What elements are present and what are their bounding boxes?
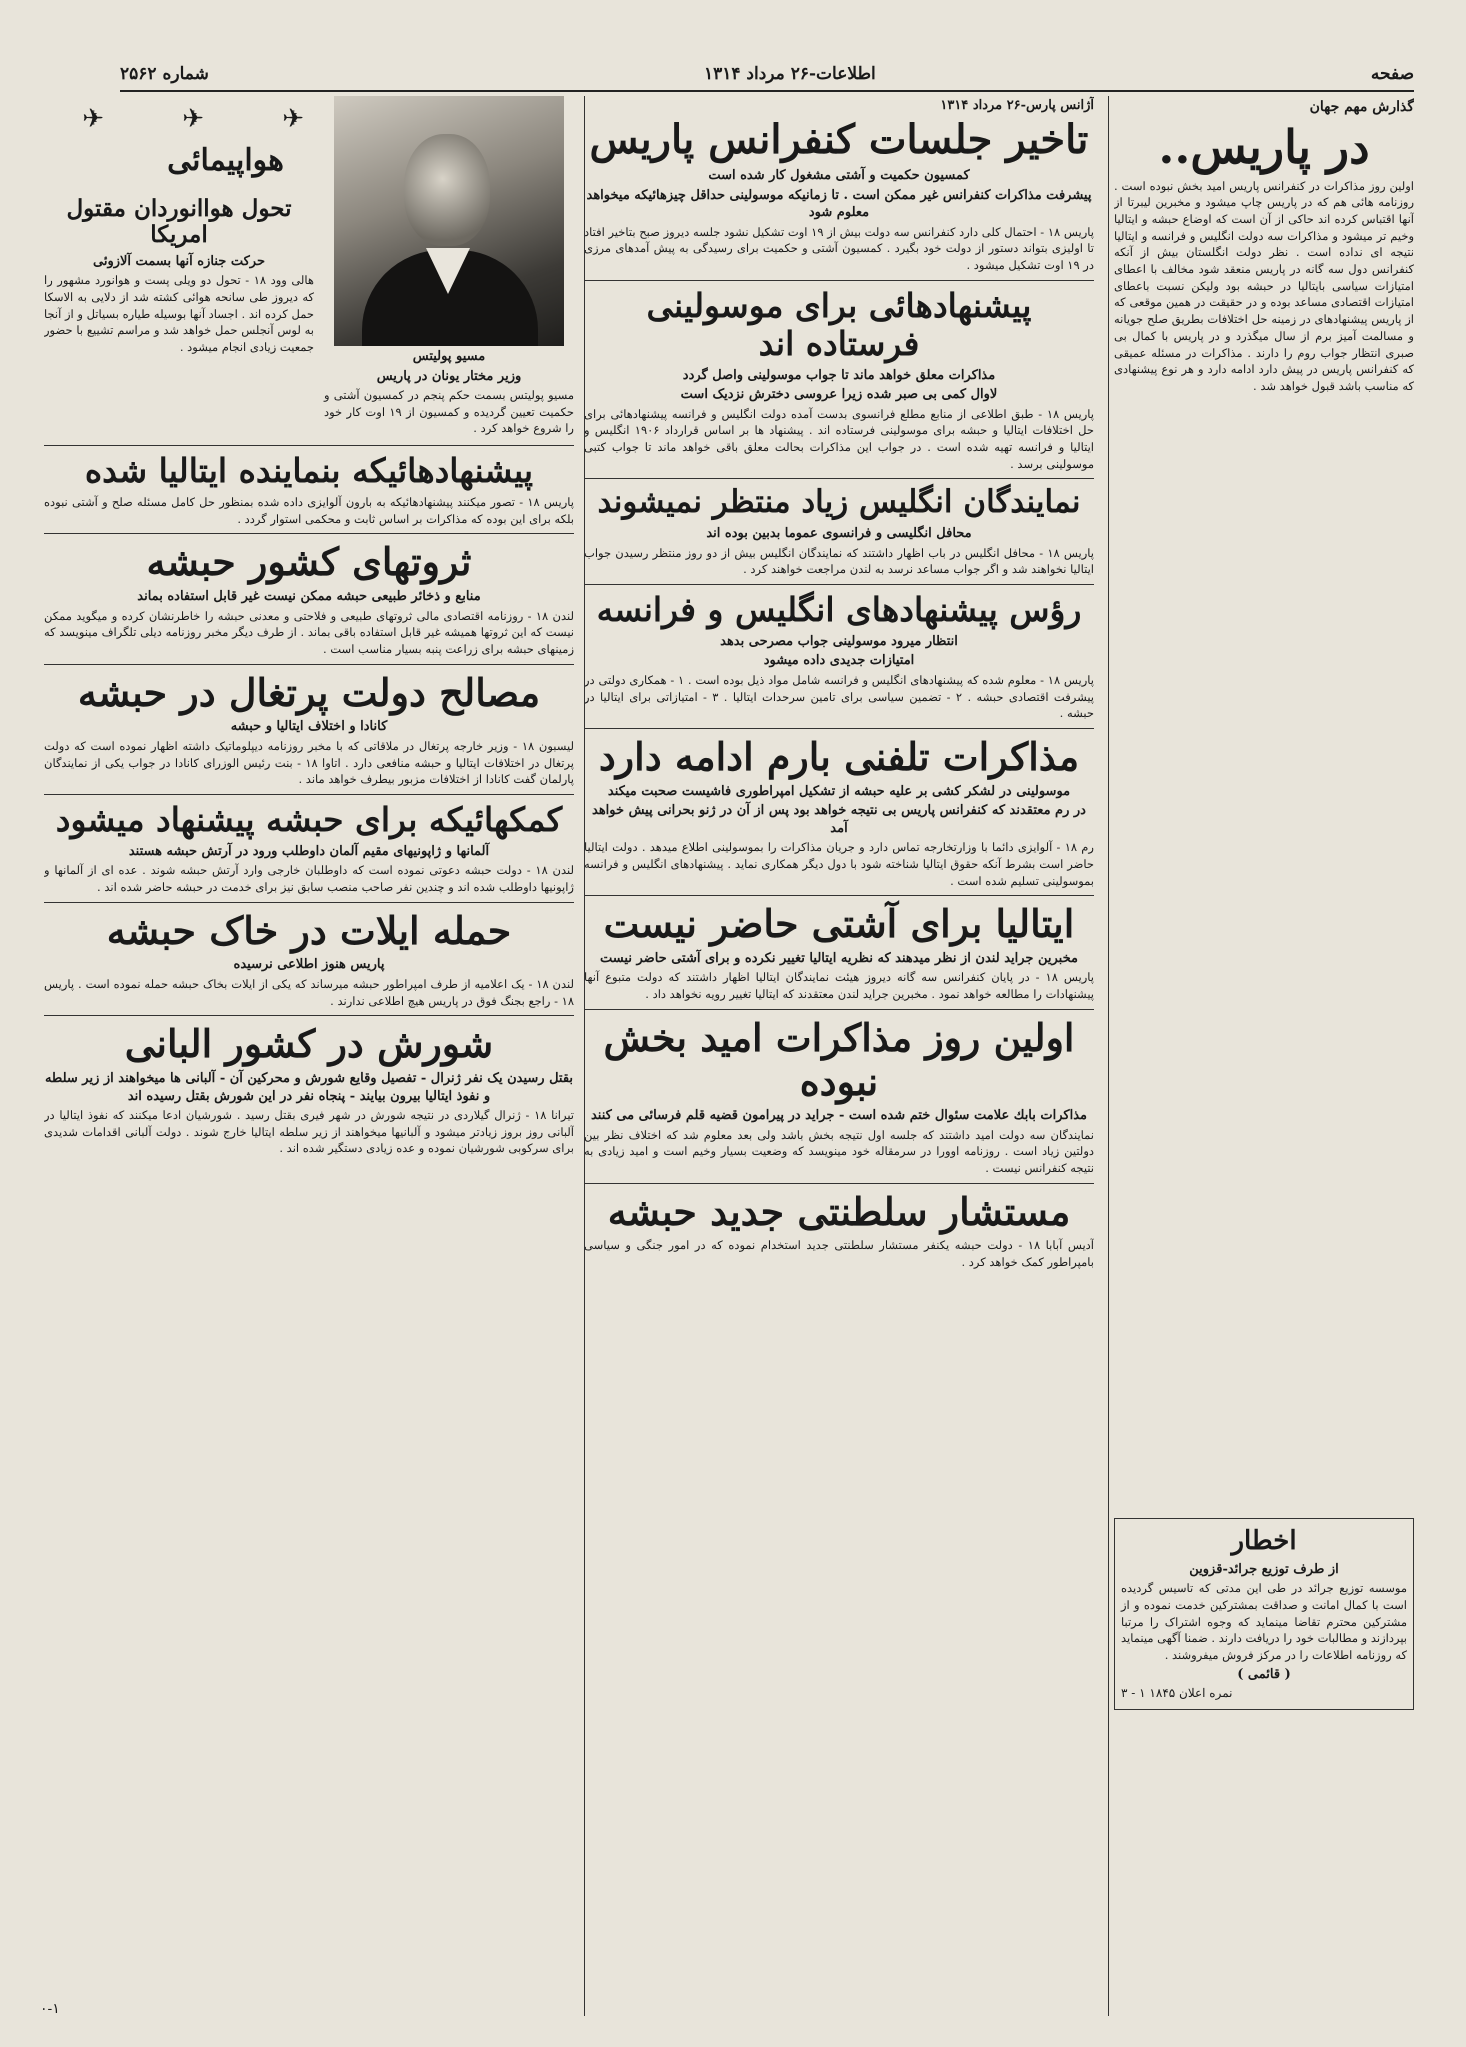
rule [584, 1183, 1094, 1184]
article-paris-text: اولین روز مذاکرات در کنفرانس پاریس امید بخش نبوده است . روزنامه هائی هم که در پاریس چاپ میشود و مخبرین لیبرتا از آنها اقتباس کرده اند حاکی از آن است که اوضاع حبشه و ایتالیا وخیم تر میشود و مذاکرات سه دولت انگلیس و فرانسه و ایتالیا نتیجه ای نداده است . نظر دولت انگلستان بیش از آنکه کنفرانس دول سه گانه در پاریس منعقد شود مخالف با اعطای امتیازات سیاسی بایتالیا در حبشه بود ولیکن نسبت باعطای امتیازات اقتصادی مساعد بوده و در حقیقت در همین موقعی که از پاریس پیشنهادهای در زمینه حل اختلافات بطریق صلح جویانه و مسالمت آمیز برم از سال میگذرد و در پاریس با کمال بی صبری انتظار جواب روم را دارند . مذاکرات در مسئله عمیقی که کنفرانس پاریس در پیش دارد ادامه دارد و هر نوع پیشنهادی که مناسب باشد قبول خواهد شد . [1114, 178, 1414, 393]
article-proposal-heads-text: پاریس ۱۸ - معلوم شده که پیشنهادهای انگلیس و فرانسه شامل مواد ذیل بوده است . ۱ - همکاری دولتی در پیشرفت اقتصادی حبشه . ۲ - تضمین سیاسی برای تامین سرحدات ایتالیا . ۳ - امتیازاتی برای ایتالیا در حبشه . [584, 672, 1094, 721]
rule [584, 478, 1094, 479]
rule [584, 280, 1094, 281]
headline-paris: در پاریس.. [1158, 119, 1370, 174]
headline-proposal-heads: رؤس پیشنهادهای انگلیس و فرانسه [596, 589, 1082, 629]
column-world-report [1114, 96, 1414, 2016]
page-label: صفحه [1370, 64, 1414, 84]
article-first-day-text: نمایندگان سه دولت امید داشتند که جلسه اول نتیجه بخش باشد ولی بعد معلوم شد که اختلاف نظر بین دولتین زیاد است . روزنامه اوورا در سرمقاله خود مینویسد که وضعیت بسیار وخیم است و امید زیادی به نتیجه کنفرانس نیست . [584, 1127, 1094, 1176]
headline-conference-delay: تاخیر جلسات کنفرانس پاریس [589, 116, 1089, 163]
article-aviators-text: هالی وود ۱۸ - تحول دو ویلی پست و هوانورد مشهور را که دیروز طی سانحه هوائی کشته شد از دلایی به الاسکا حمل کرده اند . اجساد آنها بوسیله طیاره بسیاتل و از آنجا به لوس آنجلس حمل خواهد شد و مراسم تشییع با حضور جمعیت زیادی انجام میشود . [44, 273, 314, 355]
rule [44, 533, 574, 534]
rule [44, 664, 574, 665]
aviation-block [44, 96, 314, 439]
headline-british-delegates: نمایندگان انگلیس زیاد منتظر نمیشوند [597, 484, 1081, 521]
rule [584, 1009, 1094, 1010]
portrait-caption-name: مسیو پولیتس [412, 349, 486, 364]
headline-albania-revolt: شورش در کشور البانی [124, 1021, 494, 1067]
rule [44, 902, 574, 903]
article-phone-talks-text: رم ۱۸ - آلوایزی دائما با وزارتخارجه تماس دارد و جریان مذاکرات را بموسولینی اطلاع میدهد . دولت ایتالیا حاضر است بشرط آنکه حقوق ایتالیا شناخته شود با دول دیگر همکاری نماید . پیشنهادهای انگلیس و فرانسه بموسولینی تسلیم شده است . [584, 840, 1094, 888]
subhead-volunteers: آلمانها و ژاپونیهای مقیم آلمان داوطلب ورود در آرتش حبشه هستند [128, 843, 490, 859]
portrait-caption-title: وزیر مختار یونان در پاریس [376, 368, 522, 384]
rule [44, 445, 574, 446]
headline-italy-not-ready: ایتالیا برای آشتی حاضر نیست [603, 901, 1075, 947]
column-divider [584, 96, 585, 2016]
article-tribal-text: لندن ۱۸ - یک اعلامیه از طرف امپراطور حبشه میرساند که یکی از ایلات بخاک حبشه حمله نموده است . پاریس ۱۸ - راجع بجنگ فوق در پاریس هیچ اطلاعی ندارند . [44, 976, 574, 1008]
subhead-commission: کمسیون حکمیت و آشتی مشغول کار شده است [708, 168, 970, 183]
column-paris-conference [584, 96, 1094, 2016]
article-advisor-text: آدیس آبابا ۱۸ - دولت حبشه یکنفر مستشار سلطنتی جدید استخدام نموده که در امور جنگی و سیاسی بامپراطور کمک خواهد کرد . [584, 1238, 1094, 1270]
notice-ad-number: نمره اعلان ۱۸۴۵ ۱ - ۳ [1121, 1686, 1233, 1701]
notice-text: موسسه توزیع جرائد در طی این مدتی که تاسیس گردیده است با کمال امانت و صداقت بمشترکین خدمت نموده و از مشترکین محترم تقاضا مینماید که وجوه اشتراک را مرتبا بپردازند و مطالبات خود را دریافت دارند . ضمنا آگهی مینماید که روزنامه اطلاعات را در مرکز فروش میفروشند . [1121, 1581, 1407, 1662]
subhead-question-mark: مذاکرات بابك علامت سئوال ختم شده است - جراید در پیرامون قضیه قلم فرسائی می کنند [590, 1108, 1088, 1124]
airplane-icon: ✈ [282, 104, 304, 134]
subhead-expected-reply: انتظار میرود موسولینی جواب مصرحی بدهد [720, 633, 958, 649]
subhead-geneva-crisis: در رم معتقدند که کنفرانس پاریس بی نتیجه خواهد بود پس از آن در ژنو بحرانی پیش خواهد آمد [592, 803, 1086, 836]
issue-date: اطلاعات-۲۶ مرداد ۱۳۱۴ [703, 64, 876, 84]
airplane-icon: ✈ [82, 104, 104, 134]
rule [584, 728, 1094, 729]
rule [44, 1015, 574, 1016]
headline-tribal-attack: حمله ایلات در خاک حبشه [106, 907, 512, 953]
article-conference-text: پاریس ۱۸ - احتمال کلی دارد کنفرانس سه دولت بیش از ۱۹ اوت تشکیل نشود جلسه دیروز صبح بتاخیر افتاد تا اولیزی بتواند دستور از دولت خود بگیرد . کمسیون آشتی و حکمیت برای رسیدگی به پیش آمدهای مرزی در ۱۹ اوت تشکیل میشود . [584, 224, 1094, 272]
aviation-brand: هواپیمائی [167, 143, 284, 178]
headline-new-advisor: مستشار سلطنتی جدید حبشه [607, 1188, 1071, 1234]
subhead-london-correspondents: مخبرین جراید لندن از نظر میدهند که نظریه ایتالیا تغییر نکرده و برای آشتی حاضر نیست [600, 950, 1078, 966]
headline-proposals-mussolini: پیشنهادهائی برای موسولینی فرستاده اند [646, 285, 1032, 363]
agency-dateline: آژانس پارس-۲۶ مرداد ۱۳۱۴ [940, 98, 1094, 113]
article-portugal-text: لیسبون ۱۸ - وزیر خارجه پرتغال در ملاقاتی که با مخبر روزنامه دیپلوماتیک داشته اظهار نموده است که دولت پرتغال در اختلافات ایتالیا و حبشه منافعی دارد . اتاوا ۱۸ - بنت رئیس الوزرای کانادا در جواب یکی از نمایندگان پارلمان گفت کانادا از اختلافات مزبور بیطرف خواهد ماند . [44, 738, 574, 787]
article-proposals-italy-text: پاریس ۱۸ - تصور میکنند پیشنهادهائیکه به بارون آلوایزی داده شده بمنظور حل کامل مسئله صلح و آشتی نبوده بلکه برای این بوده که مذاکرات بر اساس ثابت و محکمی استوار گردد . [44, 495, 574, 526]
subhead-suspended: مذاکرات معلق خواهد ماند تا جواب موسولینی واصل گردد [682, 367, 996, 383]
portrait-block [324, 96, 574, 439]
subhead-canada: کانادا و اختلاف ایتالیا و حبشه [230, 719, 388, 735]
headline-portugal-interests: مصالح دولت پرتغال در حبشه [77, 669, 541, 715]
kicker: گذارش مهم جهان [1309, 99, 1414, 115]
aviation-logo [44, 96, 314, 192]
subhead-laval: لاوال کمی بی صبر شده زیرا عروسی دخترش نزدیک است [680, 387, 998, 403]
notice-signature: ( قائمی ) [1237, 1666, 1291, 1682]
rule [584, 895, 1094, 896]
notice-subtitle: از طرف توزیع جرائد-قزوین [1189, 1561, 1339, 1577]
subhead-pessimistic: محافل انگلیسی و فرانسوی عموما بدبین بوده اند [706, 525, 972, 541]
article-albania-text: تیرانا ۱۸ - ژنرال گیلاردی در نتیجه شورش در شهر فیری بقتل رسید . شورشیان ادعا میکنند که نفوذ ایتالیا در آلبانی روز بروز زیادتر میشود و آلبانیها میخواهند از زیر سلطه ایتالیا خارج شوند . دولت آلبانی اقدامات شدیدی برای سرکوبی شورشیان نموده و عده زیادی دستگیر شده اند . [44, 1108, 574, 1156]
rule [44, 794, 574, 795]
top-row [44, 96, 574, 439]
subhead-concessions: امتیازات جدیدی داده میشود [763, 653, 915, 669]
subhead-resources: منابع و ذخائر طبیعی حبشه ممکن نیست غیر قابل استفاده بماند [137, 589, 481, 605]
masthead [120, 58, 1414, 92]
rule [584, 584, 1094, 585]
issue-number: شماره ۲۵۶۲ [120, 64, 209, 84]
page-footer-mark: ۰-۱ [40, 2001, 60, 2017]
article-aid-text: لندن ۱۸ - دولت حبشه دعوتی نموده است که داوطلبان خارجی وارد آرتش حبشه شوند . عده ای از آلمانها و ژاپونیها داوطلب شده اند و چندین نفر صاحب منصب سابق نیز برای خدمت در حبشه حاضر شده اند . [44, 863, 574, 895]
subhead-progress: پیشرفت مذاکرات کنفرانس غیر ممکن است . تا زمانیکه موسولینی حداقل چیزهائیکه میخواهد معلوم شود [586, 187, 1092, 221]
portrait-head [404, 134, 490, 246]
headline-american-aviators: تحول هواانوردان مقتول امریکا [66, 195, 292, 249]
article-british-text: پاریس ۱۸ - محافل انگلیس در باب اظهار داشتند که نمایندگان انگلیس بیش از دو روز منتظر رسیدن جواب ایتالیا نخواهند شد و اگر جواب مساعد نرسد به لندن مراجعت خواهند کرد . [584, 545, 1094, 577]
article-italy-text: پاریس ۱۸ - در پایان کنفرانس سه گانه دیروز هیئت نمایندگان ایتالیا اظهار داشتند که دولت متبوع آنها پیشنهادات را مطالعه خواهد نمود . مخبرین جراید لندن معتقدند که ایتالیا تغییر رویه نخواهد داد . [584, 970, 1094, 1002]
article-proposals-text: پاریس ۱۸ - طبق اطلاعی از منابع مطلع فرانسوی بدست آمده دولت انگلیس و فرانسه پیشنهادهائی برای حل اختلافات ایتالیا و حبشه برای موسولینی فرستاده اند . پیشنهاد ها بر اساس قرارداد ۱۹۰۶ انگلیس و ایتالیا و فرانسه تهیه شده است . در جواب این مذاکرات بحالت معلق باقی خواهد ماند تا جواب کتبی موسولینی برسد . [584, 406, 1094, 471]
subhead-fascist-empire: موسولینی در لشکر کشی بر علیه حبشه از تشکیل امپراطوری فاشیست صحبت میکند [607, 783, 1071, 799]
notice-title: اخطار [1231, 1525, 1297, 1556]
headline-aid-ethiopia: کمکهائیکه برای حبشه پیشنهاد میشود [55, 799, 563, 839]
headline-ethiopia-wealth: ثروتهای کشور حبشه [146, 539, 472, 585]
headline-first-day: اولین روز مذاکرات امید بخش نبوده [603, 1014, 1075, 1104]
subhead-funeral: حرکت جنازه آنها بسمت آلازوئی [93, 253, 265, 269]
portrait-text: مسیو پولیتس بسمت حکم پنجم در کمسیون آشتی و حکمیت تعیین گردیده و کمسیون از ۱۹ اوت کار خود را شروع خواهد کرد . [324, 388, 574, 436]
subhead-no-news: پاریس هنوز اطلاعی نرسیده [233, 957, 385, 973]
notice-box [1114, 1518, 1414, 1710]
column-ethiopia [44, 96, 574, 2016]
headline-phone-talks: مذاکرات تلفنی بارم ادامه دارد [598, 733, 1080, 779]
airplane-icon: ✈ [182, 104, 204, 134]
column-divider [1108, 96, 1109, 2016]
subhead-general-killed: بقتل رسیدن یک نفر ژنرال - تفصیل وقایع شورش و محرکین آن - آلبانی ها میخواهند از زیر سلطه و نفوذ ایتالیا بیرون بیایند - پنجاه نفر در این شورش بقتل رسیده اند [44, 1070, 574, 1104]
portrait-photo [334, 96, 564, 346]
headline-proposals-italy: پیشنهادهائیکه بنماینده ایتالیا شده [84, 451, 534, 491]
article-wealth-text: لندن ۱۸ - روزنامه اقتصادی مالی ثروتهای طبیعی و فلاحتی و معدنی حبشه را خاطرنشان کرده و میگوید ممکن نیست که این ثروتها همیشه غیر قابل استفاده باقی بماند . از طرف دیگر مخبر روزنامه دیلی تلگراف مینویسد که زمینهای حبشه برای زراعت پنبه بسیار مناسب است . [44, 608, 574, 656]
